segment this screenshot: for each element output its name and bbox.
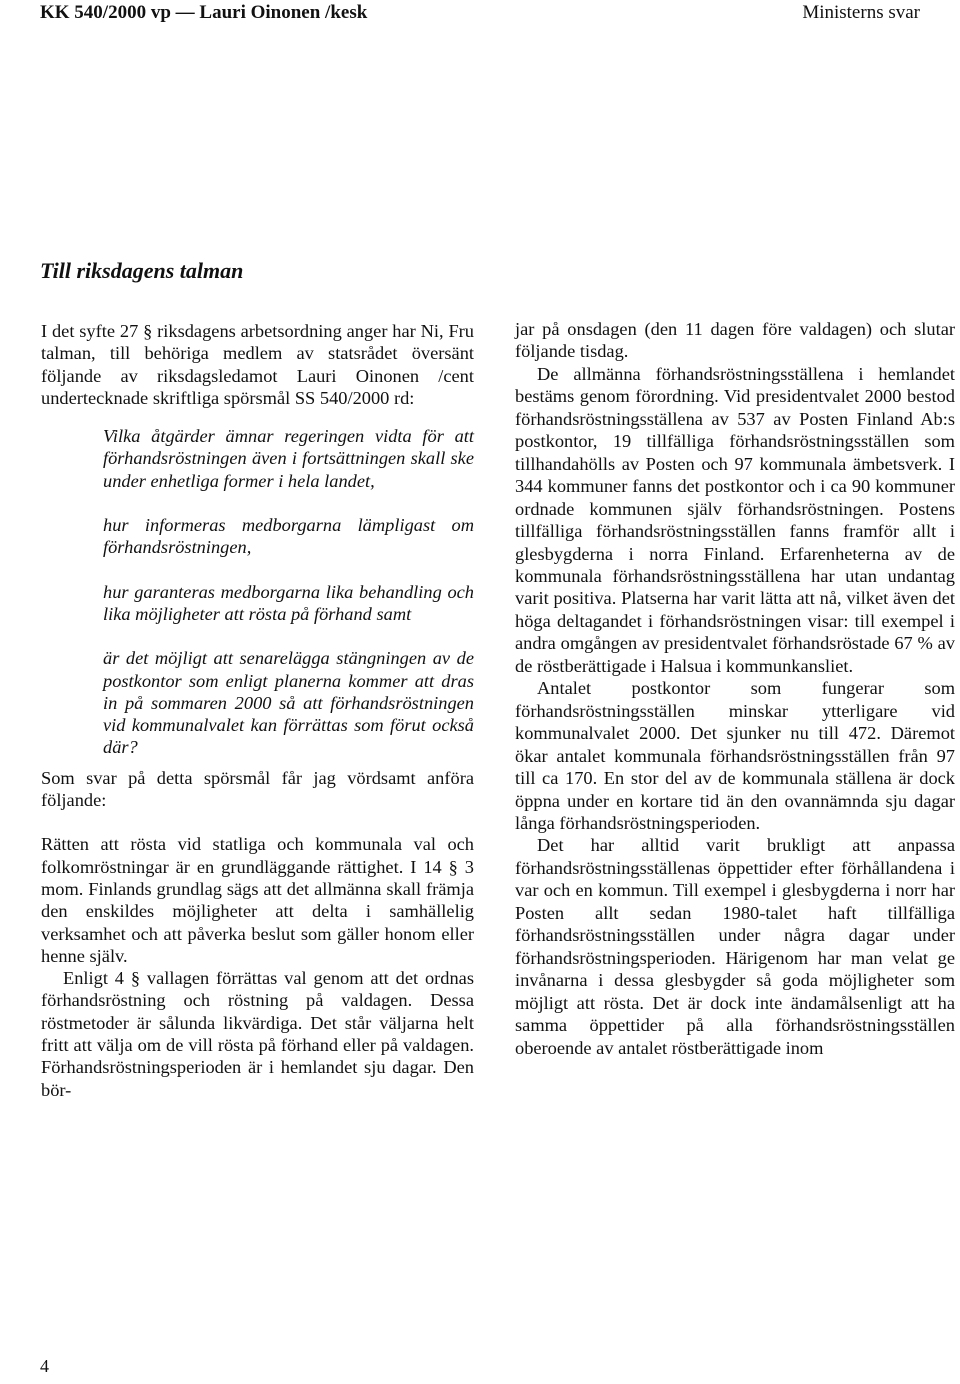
body-paragraph: Antalet postkontor som fungerar som förhandsröstningsställen minskar ytterligare vid kommunalvalet 2000. Det sjunker nu till 472. Däremot ökar antalet kommunala förhandsröstningsställen från 97 till ca 170. En stor del av de kommunala ställena är dock öppna under en kortare tid än den ovannämnda sju dagar långa förhandsröstningsperioden. <box>515 678 955 833</box>
left-column <box>41 320 474 1101</box>
intro-paragraph: I det syfte 27 § riksdagens arbetsordning anger har Ni, Fru talman, till behöriga medlem av statsrådet översänt följande av riksdagsledamot Lauri Oinonen /cent undertecknade skriftliga spörsmål SS 540/2000 rd: <box>41 321 474 408</box>
question-block <box>103 425 474 759</box>
body-paragraph: Enligt 4 § vallagen förrättas val genom att det ordnas förhandsröstning och röstning på valdagen. Dessa röstmetoder är sålunda likvärdiga. Det står väljarna helt fritt att välja om de vill rösta på förhand eller på valdagen. Förhandsröstningsperioden är i hemlandet sju dagar. Den bör- <box>41 968 474 1100</box>
section-label: Ministerns svar <box>802 2 920 23</box>
question-3: hur garanteras medborgarna lika behandling och lika möjligheter att rösta på förhand samt <box>103 581 474 624</box>
answer-intro: Som svar på detta spörsmål får jag vördsamt anföra följande: <box>41 767 474 811</box>
document-reference: KK 540/2000 vp — Lauri Oinonen /kesk <box>40 2 368 23</box>
body-paragraph: De allmänna förhandsröstningsställena i hemlandet bestäms genom förordning. Vid presidentvalet 2000 bestod förhandsröstningsställena av 537 av Posten Finland Ab:s postkontor, 19 tillfälliga förhandsröstningsställen som tillhandahölls av Posten och 97 kommunala ämbetsverk. I 344 kommuner fanns det postkontor och i ca 90 kommuner ordnade kommunen själv förhandsröstningen. Postens tillfälliga förhandsröstningsställen fanns framför allt i glesbygderna i norra Finland. Erfarenheterna av de kommunala förhandsröstningsställena har utan undantag varit positiva. Platserna har varit lätta att nå, vilket även det höga deltagandet i förhandsröstningen visar: till exempel i andra omgången av presidentvalet förhandsröstade 67 % av de röstberättigade i Halsua i kommunkansliet. <box>515 363 955 676</box>
page-number: 4 <box>40 1356 49 1376</box>
question-2: hur informeras medborgarna lämpligast om förhandsröstningen, <box>103 515 474 558</box>
right-column <box>515 318 955 1059</box>
body-paragraph: Det har alltid varit brukligt att anpassa förhandsröstningsställenas öppettider efter förhållandena i var och en kommun. Till exempel i glesbygderna i norr har Posten allt sedan 1980-talet haft tillfälliga förhandsröstningsställen under några dagar under förhandsröstningsperioden. Härigenom har man velat ge invånarna i dessa glesbygder så goda möjligheter som möjligt att rösta. Det är dock inte ändamålsenligt att ha samma öppettider på alla förhandsröstningsställen oberoende av antalet röstberättigade inom <box>515 835 955 1058</box>
body-paragraph: Rätten att rösta vid statliga och kommunala val och folkomröstningar är en grundläggande rättighet. I 14 § 3 mom. Finlands grundlag sägs att det allmänna skall främja den enskildes möjligheter att delta i samhällelig verksamhet och att påverka beslut som gäller honom eller henne själv. <box>41 834 474 966</box>
page-title: Till riksdagens talman <box>40 258 244 283</box>
question-4: är det möjligt att senarelägga stängningen av de postkontor som enligt planerna kommer att dras in på sommaren 2000 så att förhandsröstningen vid kommunalvalet kan förrättas som förut också där? <box>103 648 474 758</box>
page-header <box>40 2 920 26</box>
question-1: Vilka åtgärder ämnar regeringen vidta för att förhandsröstningen även i fortsättningen skall ske under enhetliga former i hela landet, <box>103 426 474 491</box>
body-paragraph: jar på onsdagen (den 11 dagen före valdagen) och slutar följande tisdag. <box>515 319 955 362</box>
